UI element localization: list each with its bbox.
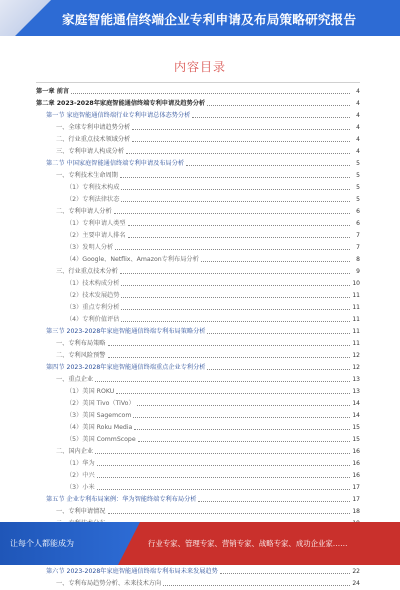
toc-entry[interactable] xyxy=(36,98,360,110)
toc-entry[interactable] xyxy=(36,350,360,362)
toc-entry[interactable] xyxy=(36,146,360,158)
toc-entry[interactable] xyxy=(36,374,360,386)
toc-leader-dots xyxy=(133,417,350,418)
toc-entry-page: 11 xyxy=(352,304,360,311)
toc-entry-page: 11 xyxy=(352,340,360,347)
toc-entry-page: 7 xyxy=(356,244,360,251)
toc-entry-label: （2）技术发展趋势 xyxy=(66,292,120,299)
toc-leader-dots xyxy=(121,309,350,310)
toc-entry-page: 4 xyxy=(356,88,360,95)
toc-entry-label: 第三节 2023-2028年家庭智能通信终端专利布局策略分析 xyxy=(46,328,206,335)
toc-entry-label: （1）专利技术构成 xyxy=(66,184,120,191)
toc-leader-dots xyxy=(128,237,350,238)
toc-entry-page: 11 xyxy=(352,316,360,323)
toc-entry[interactable] xyxy=(36,578,360,590)
toc-entry-page: 18 xyxy=(352,508,360,515)
report-title: 家庭智能通信终端企业专利申请及布局策略研究报告 xyxy=(62,12,357,27)
toc-leader-dots xyxy=(120,273,350,274)
toc-entry-label: （2）专利法律状态 xyxy=(66,196,120,203)
toc-entry-label: 一、专利申请情况 xyxy=(56,508,106,515)
toc-leader-dots xyxy=(192,117,350,118)
toc-entry[interactable] xyxy=(36,446,360,458)
toc-leader-dots xyxy=(121,189,350,190)
toc-leader-dots xyxy=(71,93,350,94)
toc-entry-page: 11 xyxy=(352,292,360,299)
toc-entry-page: 16 xyxy=(352,448,360,455)
toc-entry[interactable] xyxy=(36,230,360,242)
header-decoration xyxy=(0,0,56,36)
toc-entry-page: 13 xyxy=(352,376,360,383)
toc-leader-dots xyxy=(114,213,350,214)
toc-entry-page: 6 xyxy=(356,220,360,227)
toc-entry-page: 15 xyxy=(352,436,360,443)
toc-entry-label: （4）Google、Netflix、Amazon专利布局分析 xyxy=(66,256,199,263)
toc-leader-dots xyxy=(115,249,350,250)
toc-entry-label: 三、专利申请人构成分析 xyxy=(56,148,125,155)
toc-entry-label: 一、重点企业 xyxy=(56,376,94,383)
toc-leader-dots xyxy=(121,321,350,322)
toc-entry-page: 9 xyxy=(356,268,360,275)
toc-entry[interactable] xyxy=(36,314,360,326)
toc-entry-label: 第五节 企业专利布局案例：华为智能终端专利布局分析 xyxy=(46,496,197,503)
toc-entry[interactable] xyxy=(36,458,360,470)
toc-entry-label: （4）美国 Roku Media xyxy=(66,424,133,431)
toc-entry[interactable] xyxy=(36,122,360,134)
toc-entry-label: （5）美国 CommScope xyxy=(66,436,136,443)
toc-entry-label: 三、行业重点技术分析 xyxy=(56,268,118,275)
toc-entry[interactable] xyxy=(36,506,360,518)
toc-entry-label: （2）美国 Tivo（TiVo） xyxy=(66,400,135,407)
toc-leader-dots xyxy=(137,405,350,406)
toc-leader-dots xyxy=(97,477,350,478)
toc-entry-label: （3）发明人分析 xyxy=(66,244,114,251)
toc-entry[interactable] xyxy=(36,398,360,410)
toc-entry-label: （2）中兴 xyxy=(66,472,95,479)
toc-entry-page: 5 xyxy=(356,184,360,191)
toc-entry-page: 24 xyxy=(352,580,360,587)
toc-entry[interactable] xyxy=(36,278,360,290)
toc-entry[interactable] xyxy=(36,254,360,266)
toc-entry-label: 第四节 2023-2028年家庭智能通信终端重点企业专利分析 xyxy=(46,364,206,371)
toc-leader-dots xyxy=(201,261,350,262)
toc-entry-label: 二、国内企业 xyxy=(56,448,94,455)
toc-entry-label: 一、专利技术生命周期 xyxy=(56,172,118,179)
toc-leader-dots xyxy=(138,441,350,442)
toc-entry[interactable] xyxy=(36,290,360,302)
toc-leader-dots xyxy=(108,513,350,514)
toc-entry-page: 10 xyxy=(352,280,360,287)
toc-leader-dots xyxy=(220,573,350,574)
toc-entry-label: 二、行业重点技术领域分析 xyxy=(56,136,131,143)
toc-entry-page: 4 xyxy=(356,100,360,107)
toc-entry[interactable] xyxy=(36,302,360,314)
toc-entry-page: 5 xyxy=(356,172,360,179)
toc-entry-page: 7 xyxy=(356,232,360,239)
toc-leader-dots xyxy=(120,177,350,178)
toc-entry-page: 13 xyxy=(352,388,360,395)
toc-entry[interactable] xyxy=(36,482,360,494)
footer-slogan: 让每个人都能成为 xyxy=(10,539,74,548)
toc-entry-page: 5 xyxy=(356,196,360,203)
footer-left-panel xyxy=(0,522,135,565)
toc-entry-label: （3）重点专利分析 xyxy=(66,304,120,311)
toc-entry[interactable] xyxy=(36,158,360,170)
toc-entry[interactable] xyxy=(36,386,360,398)
toc-leader-dots xyxy=(132,129,350,130)
toc-entry-label: （3）美国 Sagemcom xyxy=(66,412,132,419)
toc-entry[interactable] xyxy=(36,134,360,146)
toc-leader-dots xyxy=(108,357,350,358)
toc-leader-dots xyxy=(163,585,350,586)
toc-leader-dots xyxy=(128,225,350,226)
toc-entry[interactable] xyxy=(36,434,360,446)
toc-entry[interactable] xyxy=(36,194,360,206)
toc-leader-dots xyxy=(97,465,350,466)
toc-entry-page: 4 xyxy=(356,112,360,119)
toc-entry-label: 第二章 2023-2028年家庭智能通信终端专利申请及趋势分析 xyxy=(36,100,206,107)
toc-entry-label: （1）华为 xyxy=(66,460,95,467)
toc-entry-label: （1）技术构成分析 xyxy=(66,280,120,287)
toc-entry-label: 第一节 家庭智能通信终端行业专利申请总体态势分析 xyxy=(46,112,191,119)
toc-entry[interactable] xyxy=(36,338,360,350)
toc-entry[interactable] xyxy=(36,110,360,122)
toc-entry-page: 12 xyxy=(352,364,360,371)
toc-entry[interactable] xyxy=(36,182,360,194)
toc-entry[interactable] xyxy=(36,170,360,182)
toc-leader-dots xyxy=(126,153,350,154)
toc-entry-label: （2）主要申请人排名 xyxy=(66,232,126,239)
report-header xyxy=(0,0,400,36)
toc-entry[interactable] xyxy=(36,362,360,374)
toc-entry-label: 二、专利申请人分析 xyxy=(56,208,112,215)
toc-leader-dots xyxy=(121,201,350,202)
toc-entry[interactable] xyxy=(36,218,360,230)
toc-leader-dots xyxy=(134,429,350,430)
toc-entry-page: 15 xyxy=(352,424,360,431)
toc-leader-dots xyxy=(132,141,350,142)
toc-entry-label: （1）美国 ROKU xyxy=(66,388,115,395)
toc-leader-dots xyxy=(186,165,350,166)
toc-entry-label: 一、专利布局趋势分析、未来技术方向 xyxy=(56,580,162,587)
toc-entry-page: 6 xyxy=(356,208,360,215)
toc-entry[interactable] xyxy=(36,242,360,254)
toc-entry-page: 4 xyxy=(356,124,360,131)
toc-entry-label: 第六节 2023-2028年家庭智能通信终端专利布局未来发展趋势 xyxy=(46,568,218,575)
toc-entry-page: 11 xyxy=(352,328,360,335)
toc-heading: 内容目录 xyxy=(173,60,226,74)
toc-entry-page: 5 xyxy=(356,160,360,167)
toc-entry[interactable] xyxy=(36,566,360,578)
toc-entry-page: 17 xyxy=(352,484,360,491)
toc-entry-label: 一、专利布局策略 xyxy=(56,340,106,347)
toc-entry[interactable] xyxy=(36,206,360,218)
toc-leader-dots xyxy=(95,381,350,382)
toc-entry-page: 14 xyxy=(352,412,360,419)
toc-entry[interactable] xyxy=(36,470,360,482)
toc-leader-dots xyxy=(108,345,350,346)
toc-entry-page: 17 xyxy=(352,496,360,503)
toc-entry[interactable] xyxy=(36,266,360,278)
toc-leader-dots xyxy=(116,393,350,394)
toc-leader-dots xyxy=(207,333,350,334)
toc-entry-page: 16 xyxy=(352,460,360,467)
footer-tagline: 行业专家、管理专家、营销专家、战略专家、成功企业家…… xyxy=(148,539,348,548)
footer-banner xyxy=(0,522,400,565)
toc-entry-label: （1）专利申请人类型 xyxy=(66,220,126,227)
toc-entry-page: 4 xyxy=(356,136,360,143)
toc-leader-dots xyxy=(207,105,350,106)
toc-entry-page: 22 xyxy=(352,568,360,575)
toc-entry-label: （4）专利价值评估 xyxy=(66,316,120,323)
toc-entry-label: 第二节 中国家庭智能通信终端专利申请及布局分析 xyxy=(46,160,185,167)
table-of-contents xyxy=(36,86,360,590)
toc-entry[interactable] xyxy=(36,494,360,506)
toc-entry[interactable] xyxy=(36,86,360,98)
toc-entry-label: 第一章 前言 xyxy=(36,88,70,95)
toc-entry-page: 16 xyxy=(352,472,360,479)
toc-entry-page: 8 xyxy=(356,256,360,263)
toc-leader-dots xyxy=(121,297,350,298)
toc-entry-label: 一、全球专利申请趋势分析 xyxy=(56,124,131,131)
toc-leader-dots xyxy=(121,285,350,286)
toc-leader-dots xyxy=(95,453,350,454)
toc-entry-page: 12 xyxy=(352,352,360,359)
toc-entry-label: 二、专利风险预警 xyxy=(56,352,106,359)
toc-leader-dots xyxy=(198,501,350,502)
toc-leader-dots xyxy=(97,489,350,490)
toc-entry-page: 4 xyxy=(356,148,360,155)
toc-entry-label: （3）小米 xyxy=(66,484,95,491)
toc-entry-page: 14 xyxy=(352,400,360,407)
divider xyxy=(36,82,360,83)
toc-entry[interactable] xyxy=(36,410,360,422)
toc-entry[interactable] xyxy=(36,326,360,338)
toc-leader-dots xyxy=(207,369,350,370)
toc-entry[interactable] xyxy=(36,422,360,434)
